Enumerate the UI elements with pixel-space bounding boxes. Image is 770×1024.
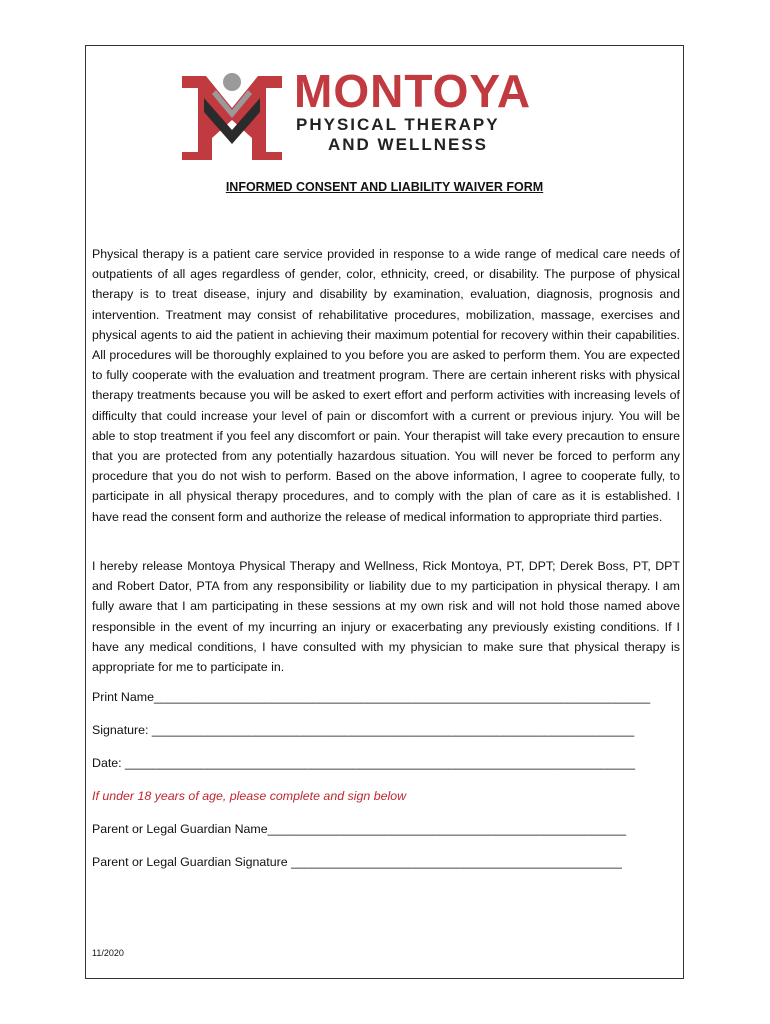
guardian-name-field[interactable]: Parent or Legal Guardian Name____________________________________________________ [92, 822, 626, 836]
brand-line-2: AND WELLNESS [328, 135, 488, 154]
release-paragraph: I hereby release Montoya Physical Therapy and Wellness, Rick Montoya, PT, DPT; Derek Boss, PT, DPT and Robert Dator, PTA from any responsibility or liability due to my participation in physical therapy. I am fully aware that I am participating in these sessions at my own risk and will not hold those named above responsible in the event of my incurring an injury or exacerbating any previously existing conditions. If I have any medical conditions, I have consulted with my physician to make sure that physical therapy is appropriate for me to participate in. [92, 559, 680, 675]
guardian-signature-field[interactable]: Parent or Legal Guardian Signature ________________________________________________ [92, 855, 622, 869]
brand-name: MONTOYA [294, 65, 532, 117]
revision-date: 11/2020 [92, 948, 124, 958]
minor-note: If under 18 years of age, please complete and sign below [92, 789, 407, 803]
form-title: INFORMED CONSENT AND LIABILITY WAIVER FORM [225, 180, 544, 194]
montoya-logo [182, 65, 592, 160]
signature-field[interactable]: Signature: ______________________________________________________________________ [92, 723, 635, 737]
consent-paragraph: Physical therapy is a patient care service provided in response to a wide range of medical care needs of outpatients of all ages regardless of gender, color, ethnicity, creed, or disability. The purpose of physical therapy is to treat disease, injury and disability by examination, evaluation, diagnosis, prognosis and intervention. Treatment may consist of rehabilitative procedures, mobilization, massage, exercises and physical agents to aid the patient in achieving their maximum potential for recovery within their capabilities. All procedures will be thoroughly explained to you before you are asked to perform them. You are expected to fully cooperate with the evaluation and treatment program. There are certain inherent risks with physical therapy treatments because you will be asked to exert effort and perform activities with increasing levels of difficulty that could increase your level of pain or discomfort with a current or previous injury. You will be able to stop treatment if you feel any discomfort or pain. Your therapist will take every precaution to ensure that you are protected from any potentially hazardous situation. You will never be forced to perform any procedure that you do not wish to perform. Based on the above information, I agree to cooperate fully, to participate in all physical therapy procedures, and to comply with the plan of care as it is established. I have read the consent form and authorize the release of medical information to appropriate third parties. [92, 247, 680, 524]
montoya-emblem-icon [182, 68, 282, 160]
print-name-field[interactable]: Print Name________________________________________________________________________ [92, 690, 651, 704]
date-field[interactable]: Date: __________________________________________________________________________ [92, 756, 635, 770]
brand-line-1: PHYSICAL THERAPY [296, 115, 500, 134]
